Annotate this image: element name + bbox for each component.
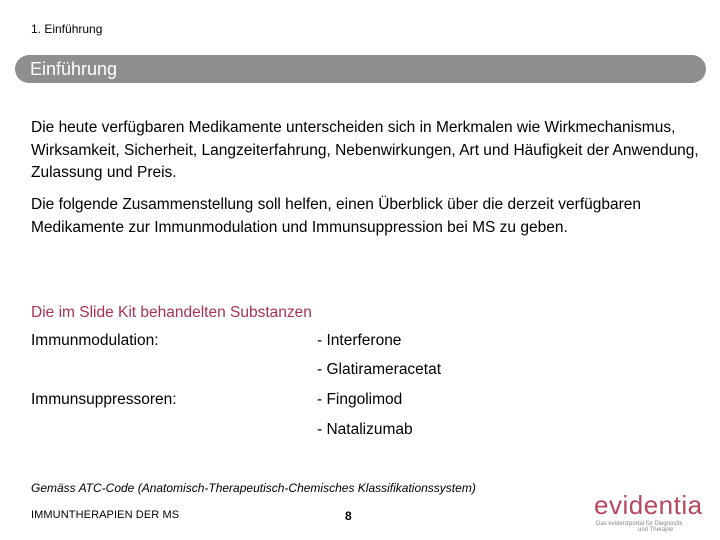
logo-tagline-2: und Therapie (638, 527, 674, 533)
logo-tagline: Das evidenzportal für Diagnostik (596, 521, 683, 527)
footer-title: IMMUNTHERAPIEN DER MS (31, 509, 180, 521)
footnote: Gemäss ATC-Code (Anatomisch-Therapeutisch-Chemisches Klassifikationssystem) (31, 481, 476, 495)
overview-paragraph: Die folgende Zusammenstellung soll helfen, einen Überblick über die derzeit verfügbaren Medikamente zur Immunmodulation und Immunsuppression bei MS zu geben. (31, 196, 642, 236)
evidentia-logo (594, 490, 709, 536)
page-title: Einführung (30, 59, 118, 79)
title-bar (15, 55, 706, 83)
group-label-immunsuppressoren: Immunsuppressoren: (31, 391, 177, 408)
group-label-immunmodulation: Immunmodulation: (31, 332, 159, 349)
substance-item: - Interferone (317, 332, 402, 349)
substance-item: - Natalizumab (317, 421, 413, 438)
page-number: 8 (345, 509, 352, 523)
section-heading: Die im Slide Kit behandelten Substanzen (31, 304, 312, 321)
intro-paragraph: Die heute verfügbaren Medikamente unterscheiden sich in Merkmalen wie Wirkmechanismus, Wirksamkeit, Sicherheit, Langzeiterfahrung, Nebenwirkungen, Art und Häufigkeit der Anwendung, Zulassung und Preis. (31, 119, 699, 181)
breadcrumb: 1. Einführung (31, 22, 103, 36)
logo-wordmark: evidentia (594, 490, 703, 520)
substance-item: - Glatirameracetat (317, 361, 442, 378)
substance-item: - Fingolimod (317, 391, 403, 408)
